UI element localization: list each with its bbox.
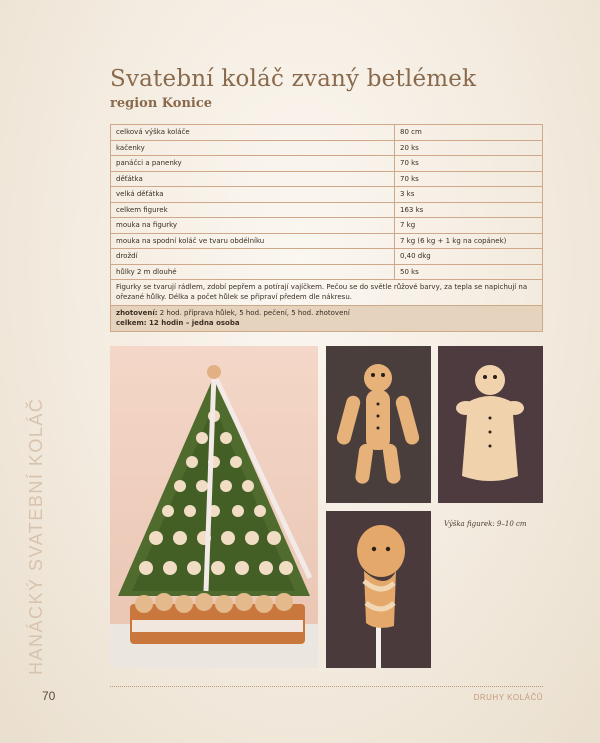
- summary-row: [111, 306, 543, 332]
- row-value: 163 ks: [395, 202, 543, 218]
- table-row: [111, 233, 543, 249]
- table-row: [111, 140, 543, 156]
- table-row: [111, 156, 543, 172]
- summary-total: celkem: 12 hodin – jedna osoba: [116, 318, 240, 327]
- row-label: droždí: [111, 249, 395, 265]
- row-value: 20 ks: [395, 140, 543, 156]
- row-label: děťátka: [111, 171, 395, 187]
- figure-stick-photo: [326, 511, 431, 668]
- table-row: [111, 202, 543, 218]
- row-value: 3 ks: [395, 187, 543, 203]
- page-number: 70: [42, 689, 56, 703]
- summary-line-1: [116, 309, 537, 319]
- summary-text: 2 hod. příprava hůlek, 5 hod. pečení, 5 hod. zhotovení: [157, 309, 350, 317]
- row-label: velká děťátka: [111, 187, 395, 203]
- row-value: 7 kg: [395, 218, 543, 234]
- table-row: [111, 249, 543, 265]
- row-value: 0,40 dkg: [395, 249, 543, 265]
- figure-caption: Výška figurek: 9–10 cm: [444, 520, 527, 528]
- row-value: 70 ks: [395, 171, 543, 187]
- row-label: panáčci a panenky: [111, 156, 395, 172]
- table-row: [111, 125, 543, 141]
- summary-cell: [111, 306, 543, 332]
- row-value: 7 kg (6 kg + 1 kg na copánek): [395, 233, 543, 249]
- footer-chapter-title: DRUHY KOLÁČŮ: [473, 693, 543, 702]
- row-value: 50 ks: [395, 264, 543, 280]
- figure-woman-photo: [438, 346, 543, 503]
- description-text: Figurky se tvarují rádlem, zdobí pepřem a potírají vajíčkem. Pečou se do světle růžové barvy, za tepla se napichují na ořezané hůlky. Délka a počet hůlek se připraví předem dle nákresu.: [111, 280, 543, 306]
- footer-divider: [110, 686, 543, 687]
- row-label: mouka na figurky: [111, 218, 395, 234]
- summary-label: zhotovení:: [116, 309, 158, 317]
- table-row: [111, 171, 543, 187]
- page-title: Svatební koláč zvaný betlémek: [110, 66, 477, 92]
- row-value: 80 cm: [395, 125, 543, 141]
- table-row: [111, 218, 543, 234]
- table-row: [111, 264, 543, 280]
- page-subtitle: region Konice: [110, 96, 213, 111]
- row-label: celková výška koláče: [111, 125, 395, 141]
- row-label: hůlky 2 m dlouhé: [111, 264, 395, 280]
- row-label: mouka na spodní koláč ve tvaru obdélníku: [111, 233, 395, 249]
- side-section-title: HANÁCKÝ SVATEBNÍ KOLÁČ: [26, 397, 46, 675]
- figure-man-photo: [326, 346, 431, 503]
- table-row: [111, 187, 543, 203]
- row-label: celkem figurek: [111, 202, 395, 218]
- row-value: 70 ks: [395, 156, 543, 172]
- wedding-cake-photo: [110, 346, 318, 668]
- description-row: [111, 280, 543, 306]
- spec-table: [110, 124, 543, 332]
- row-label: kačenky: [111, 140, 395, 156]
